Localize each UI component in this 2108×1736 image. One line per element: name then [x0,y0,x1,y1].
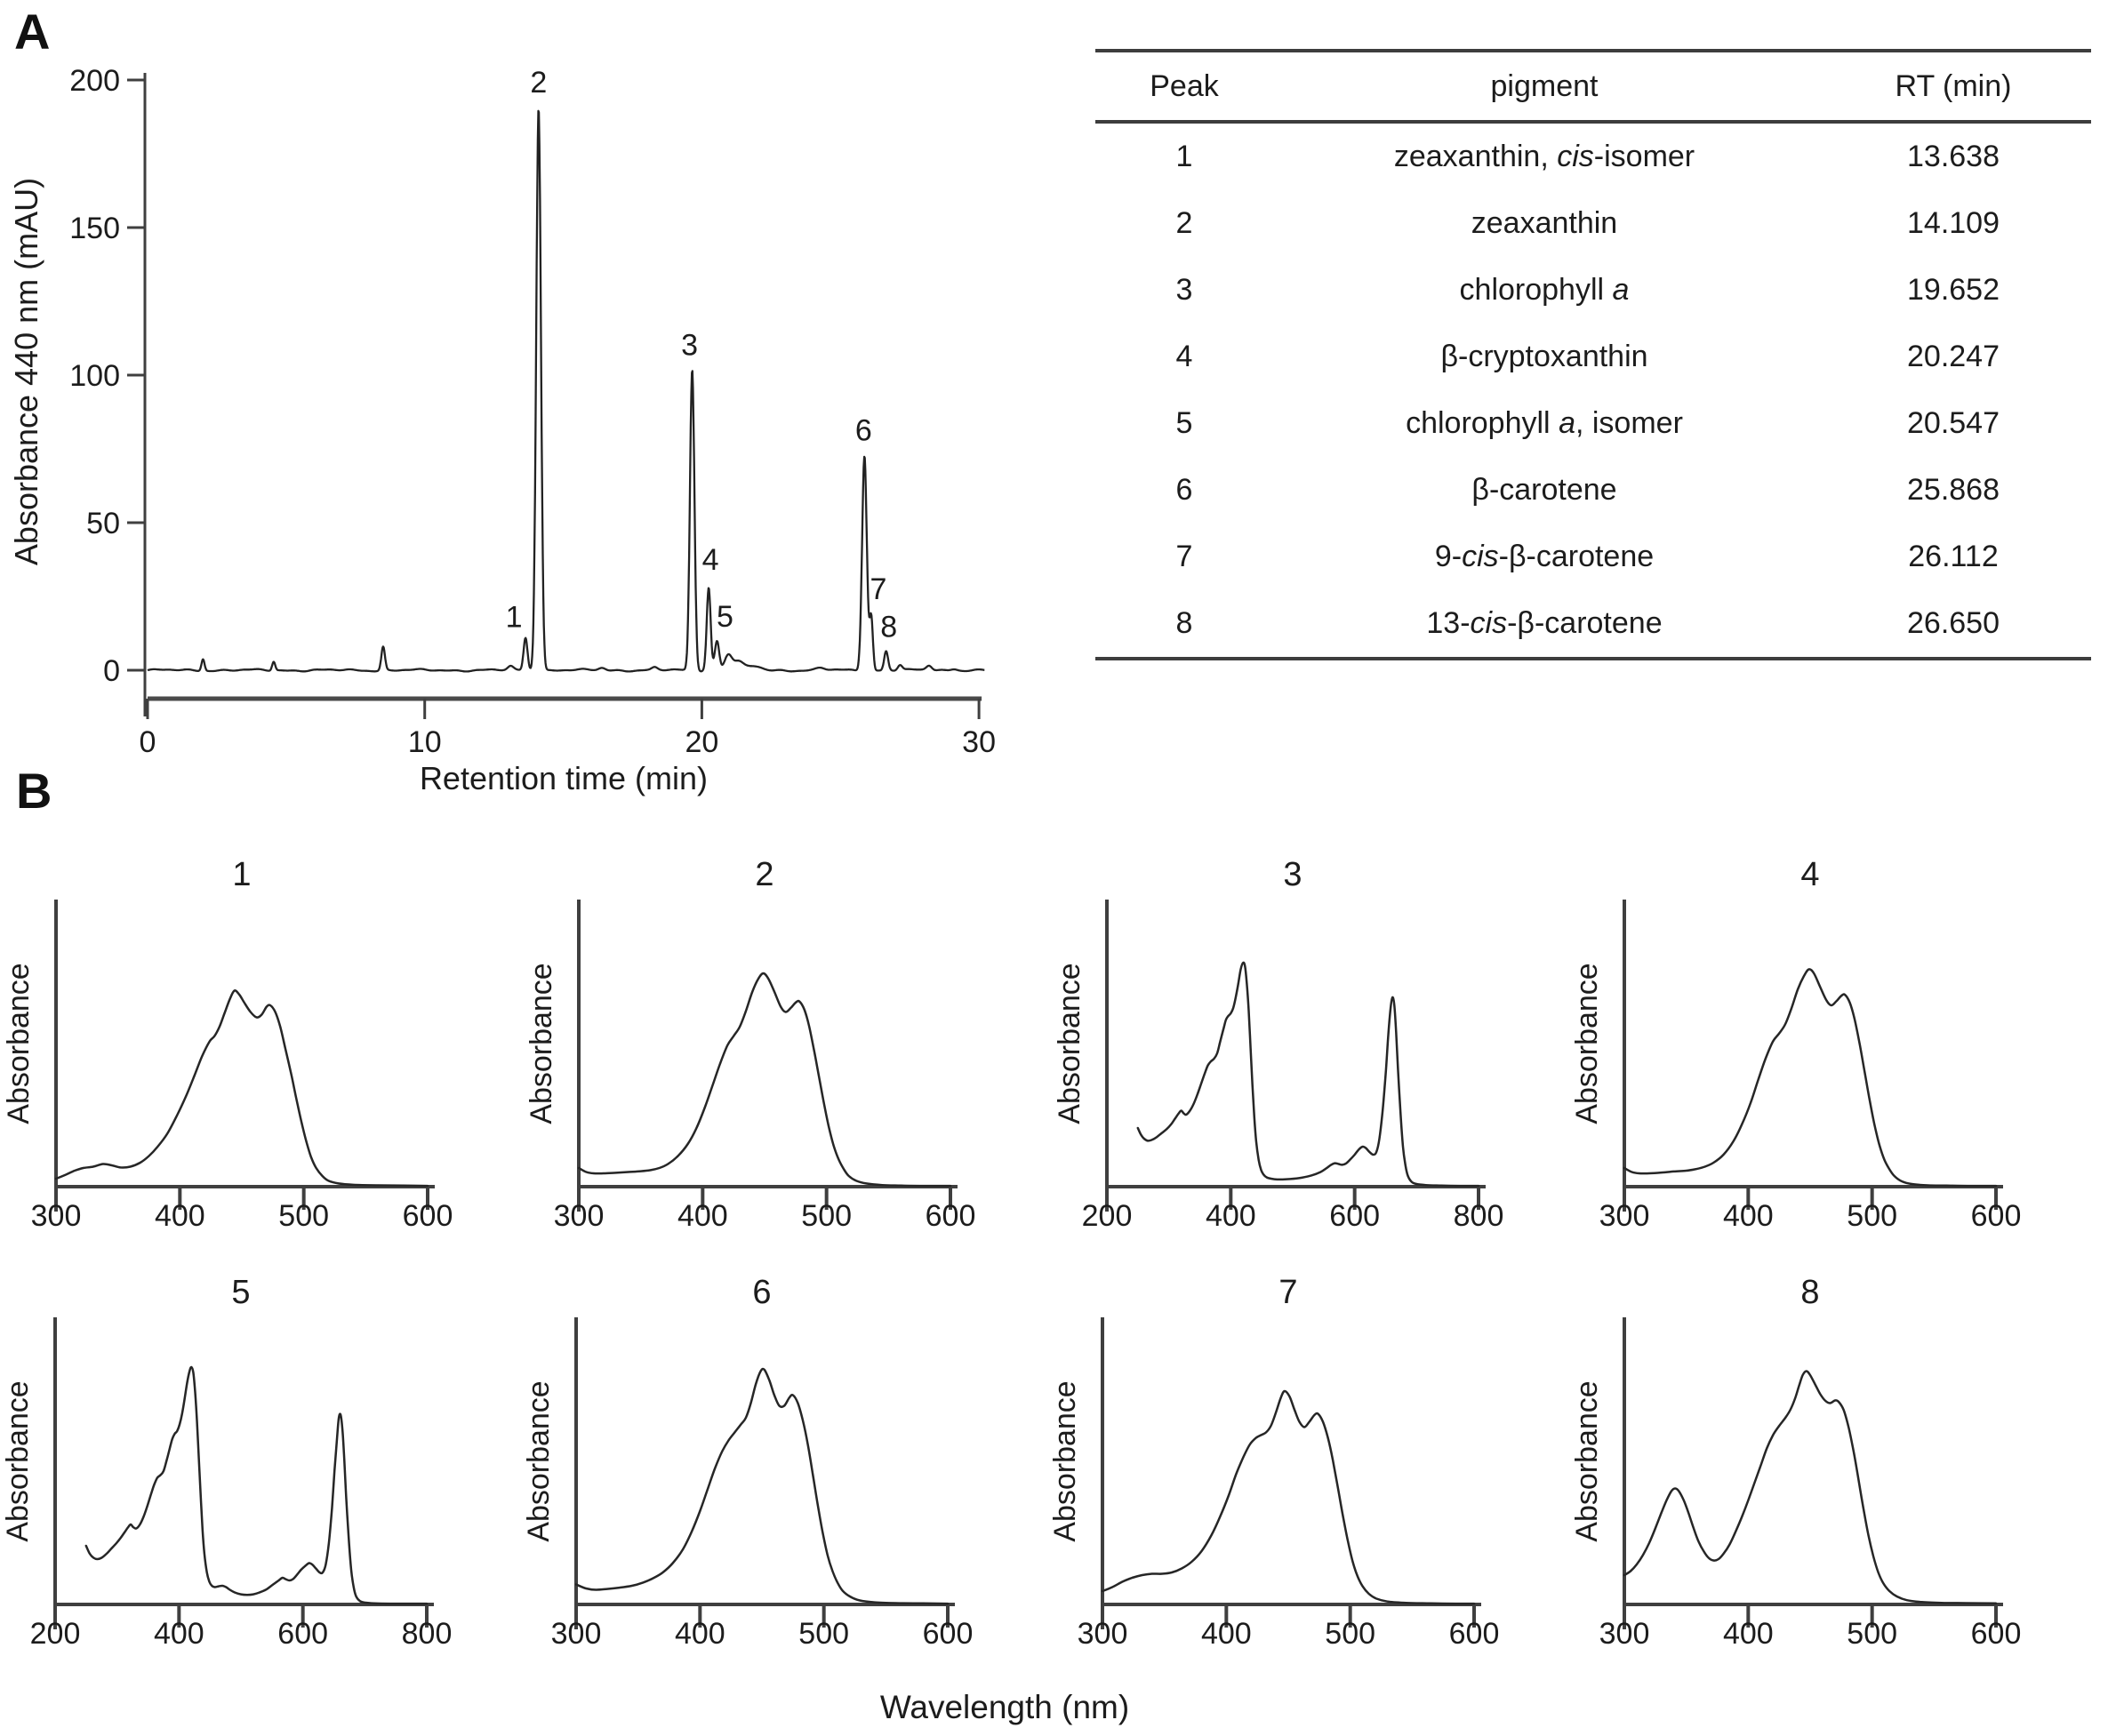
spectrum-y-axis-label: Absorbance [1053,963,1086,1124]
table-header-rt: RT (min) [1895,68,2012,103]
cell-rt: 20.547 [1907,406,2000,440]
pigment-segment: β-cryptoxanthin [1440,340,1648,373]
x-tick-label: 600 [1970,1199,2022,1233]
cell-pigment [1273,140,1815,174]
x-tick-label: 400 [153,1617,204,1651]
cell-rt: 14.109 [1907,206,2000,240]
spectrum-plot-1 [2,844,544,1271]
spectrum-title: 2 [755,856,774,893]
pigment-italic-segment: cis [1557,140,1594,173]
spectrum-plot-2 [525,844,1067,1271]
cell-peak-number: 3 [1175,273,1193,307]
x-tick-label: 20 [685,725,719,759]
pigment-italic-segment: cis [1470,606,1508,640]
peak-label: 1 [505,600,523,635]
spectrum-curve [1138,963,1479,1186]
pigment-segment: 9- [1434,540,1463,573]
table-header-peak: Peak [1150,68,1219,103]
peak-label: 6 [854,413,872,448]
cell-peak-number: 6 [1175,473,1193,507]
y-tick-label: 0 [103,654,120,688]
spectrum-y-axis-label: Absorbance [1570,1380,1604,1542]
y-tick-label: 100 [69,359,120,393]
x-tick-label: 800 [401,1617,453,1651]
cell-rt: 26.112 [1908,540,1999,573]
x-tick-label: 10 [407,725,442,759]
table-row [1095,524,2091,590]
spectrum-y-axis-label: Absorbance [522,1380,556,1542]
spectrum-title: 7 [1278,1274,1298,1311]
cell-peak-number: 1 [1175,140,1193,173]
x-tick-label: 600 [925,1199,976,1233]
spectrum-title: 6 [752,1274,772,1311]
y-tick-label: 200 [69,64,120,98]
pigment-italic-segment: cis [1462,540,1499,573]
spectrum-title: 8 [1800,1274,1820,1311]
cell-rt: 19.652 [1907,273,2000,307]
spectrum-plot-6 [522,1262,1064,1689]
x-tick-label: 600 [402,1199,453,1233]
x-tick-label: 500 [801,1199,853,1233]
x-tick-label: 400 [674,1617,725,1651]
x-tick-label: 300 [553,1199,605,1233]
x-tick-label: 300 [30,1199,82,1233]
x-tick-label: 400 [1205,1199,1256,1233]
peak-label: 5 [716,599,733,634]
cell-pigment [1273,206,1815,241]
spectrum-plot-7 [1048,1262,1591,1689]
table-header-pigment: pigment [1490,68,1599,103]
pigment-segment: chlorophyll [1459,273,1613,307]
table-row [1095,257,2091,324]
spectrum-y-axis-label: Absorbance [2,963,36,1124]
x-tick-label: 30 [962,725,997,759]
pigment-segment: β-carotene [1471,473,1617,507]
cell-peak-number: 2 [1175,206,1193,240]
spectrum-curve [576,1369,948,1604]
cell-pigment [1273,273,1815,308]
pigment-italic-segment: a [1559,406,1575,440]
x-tick-label: 0 [139,725,156,759]
cell-rt: 26.650 [1907,606,2000,640]
cell-pigment [1273,340,1815,374]
x-tick-label: 400 [677,1199,728,1233]
y-tick-label: 150 [69,212,120,245]
x-tick-label: 500 [1847,1617,1898,1651]
spectrum-y-axis-label: Absorbance [525,963,558,1124]
spectrum-y-axis-label: Absorbance [1570,963,1604,1124]
chromatogram-trace [148,111,984,672]
x-tick-label: 300 [1599,1199,1650,1233]
spectrum-plot-4 [1570,844,2108,1271]
table-row [1095,324,2091,390]
x-tick-label: 600 [1448,1617,1500,1651]
cell-peak-number: 5 [1175,406,1193,440]
spectrum-curve [579,973,950,1186]
spectrum-plot-3 [1053,844,1595,1271]
pigment-segment: -β-carotene [1507,606,1663,640]
spectrum-plot-8 [1570,1262,2108,1689]
x-tick-label: 400 [1722,1199,1774,1233]
spectrum-title: 4 [1800,856,1820,893]
table-body [1095,124,2091,657]
table-row [1095,390,2091,457]
chromatogram-y-axis-label: Absorbance 440 nm (mAU) [8,177,44,566]
x-tick-label: 400 [1200,1617,1252,1651]
x-tick-label: 500 [1847,1199,1898,1233]
chromatogram-plot [0,0,1049,809]
spectrum-curve [1102,1391,1474,1604]
peak-label: 2 [530,65,548,100]
x-tick-label: 600 [1329,1199,1381,1233]
x-tick-label: 600 [922,1617,974,1651]
cell-pigment [1273,473,1815,508]
pigment-segment: 13- [1426,606,1471,640]
x-tick-label: 500 [798,1617,850,1651]
x-tick-label: 400 [154,1199,205,1233]
spectrum-y-axis-label: Absorbance [1,1380,35,1542]
table-row [1095,457,2091,524]
pigment-segment: -β-carotene [1498,540,1655,573]
pigment-segment: chlorophyll [1406,406,1559,440]
x-tick-label: 300 [550,1617,602,1651]
x-tick-label: 600 [1970,1617,2022,1651]
spectrum-curve [1624,1372,1996,1604]
pigment-table [1095,49,2091,660]
cell-peak-number: 7 [1175,540,1193,573]
pigment-segment: zeaxanthin [1471,206,1618,240]
peak-label: 8 [880,610,898,644]
x-tick-label: 500 [1325,1617,1376,1651]
y-tick-label: 50 [86,507,120,540]
cell-peak-number: 4 [1175,340,1193,373]
cell-pigment [1273,606,1815,641]
peak-label: 3 [681,328,699,363]
cell-rt: 20.247 [1907,340,2000,373]
spectrum-title: 1 [232,856,252,893]
spectrum-plot-5 [1,1262,543,1689]
panel-a-label: A [14,4,51,60]
x-tick-label: 200 [1081,1199,1133,1233]
peak-label: 4 [701,543,719,577]
cell-rt: 25.868 [1907,473,2000,507]
table-row [1095,124,2091,190]
panel-b-label: B [16,763,52,819]
pigment-segment: zeaxanthin, [1393,140,1558,173]
pigment-italic-segment: a [1612,273,1630,307]
x-tick-label: 600 [277,1617,329,1651]
pigment-segment: , isomer [1575,406,1683,440]
spectrum-curve [1624,969,1996,1186]
cell-pigment [1273,406,1815,441]
table-header-row [1095,52,2091,124]
spectra-x-axis-label: Wavelength (nm) [879,1689,1130,1725]
cell-rt: 13.638 [1907,140,2000,173]
x-tick-label: 400 [1722,1617,1774,1651]
pigment-segment: -isomer [1593,140,1695,173]
x-tick-label: 800 [1453,1199,1504,1233]
spectrum-curve [56,990,428,1186]
spectrum-y-axis-label: Absorbance [1048,1380,1082,1542]
spectrum-title: 3 [1283,856,1302,893]
x-tick-label: 200 [29,1617,81,1651]
table-row [1095,190,2091,257]
x-tick-label: 300 [1077,1617,1128,1651]
spectrum-curve [86,1367,427,1604]
x-tick-label: 300 [1599,1617,1650,1651]
peak-label: 7 [870,572,887,607]
cell-peak-number: 8 [1175,606,1193,640]
chromatogram-x-axis-label: Retention time (min) [419,760,709,796]
cell-pigment [1273,540,1815,574]
x-tick-label: 500 [278,1199,330,1233]
spectrum-title: 5 [231,1274,251,1311]
table-row [1095,590,2091,657]
